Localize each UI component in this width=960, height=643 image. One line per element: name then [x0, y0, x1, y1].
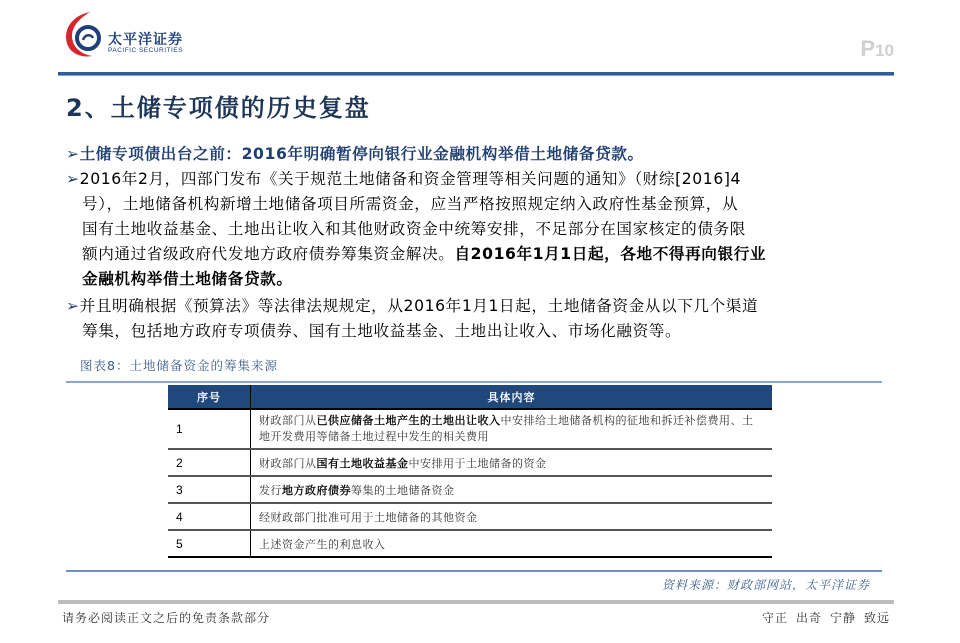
paragraph-line: 国有土地收益基金、土地出让收入和其他财政资金中统筹安排，不足部分在国家核定的债务限 — [82, 220, 746, 238]
motto-word: 致远 — [863, 611, 890, 625]
figure-bottom-rule — [66, 570, 882, 572]
row-content — [251, 503, 773, 530]
policy-paragraph — [66, 167, 866, 292]
table-row — [168, 530, 772, 557]
row-number: 3 — [168, 476, 251, 503]
page-prefix: P — [860, 36, 876, 61]
table-row — [168, 476, 772, 503]
figure-top-rule — [66, 381, 882, 383]
content-text: 经财政部门批准可用于土地储备的其他资金 — [259, 510, 478, 524]
table-row — [168, 409, 772, 449]
header-divider — [58, 72, 894, 76]
row-number: 1 — [168, 409, 251, 449]
funding-channels-paragraph — [66, 294, 866, 344]
pacific-securities-logo-icon — [60, 10, 110, 60]
logo-chinese-name: 太平洋证券 — [108, 32, 183, 48]
summary-bullet — [66, 142, 866, 167]
summary-text: 土储专项债出台之前：2016年明确暂停向银行业金融机构举借土地储备贷款。 — [79, 145, 644, 163]
company-motto — [754, 609, 890, 626]
row-content — [251, 449, 773, 476]
highlighted-text: 已供应储备土地产生的土地出让收入 — [316, 414, 501, 427]
bullet-arrow-icon: ➢ — [66, 145, 80, 163]
company-logo — [60, 10, 210, 60]
content-text: 筹集的土地储备资金 — [351, 483, 455, 497]
table-row — [168, 503, 772, 530]
emphasis-text: 自2016年1月1日起，各地不得再向银行业 — [454, 245, 767, 263]
motto-word: 宁静 — [829, 611, 856, 625]
paragraph-line: 2016年2月，四部门发布《关于规范土地储备和资金管理等相关问题的通知》（财综[2016]4 — [79, 170, 742, 188]
column-header-content: 具体内容 — [251, 385, 773, 409]
row-number: 4 — [168, 503, 251, 530]
paragraph-line: 额内通过省级政府代发地方政府债券筹集资金解决。 — [82, 245, 455, 263]
column-header-number: 序号 — [168, 385, 251, 409]
disclaimer-note: 请务必阅读正文之后的免责条款部分 — [62, 611, 271, 625]
funding-sources-table — [168, 385, 772, 558]
table-header-row — [168, 385, 772, 409]
logo-english-name: PACIFIC SECURITIES — [108, 47, 183, 54]
figure-source: 资料来源：财政部网站，太平洋证券 — [661, 578, 870, 592]
paragraph-line: 号），土地储备机构新增土地储备项目所需资金，应当严格按照规定纳入政府性基金预算，从 — [82, 195, 739, 213]
row-content — [251, 476, 773, 503]
row-content — [251, 409, 773, 449]
footer-divider — [58, 600, 894, 604]
content-text: 发行 — [259, 483, 282, 497]
paragraph-line: 并且明确根据《预算法》等法律法规规定，从2016年1月1日起，土地储备资金从以下几个渠道 — [79, 297, 759, 315]
content-text: 财政部门从 — [259, 456, 317, 470]
page-number-value: 10 — [875, 41, 894, 60]
bullet-arrow-icon: ➢ — [66, 170, 80, 188]
content-text: 中安排给土地储备机构的征地和拆迁补偿费用、土地开发费用等储备土地过程中发生的相关费用 — [259, 414, 754, 443]
highlighted-text: 国有土地收益基金 — [316, 456, 409, 470]
content-text: 财政部门从 — [259, 414, 317, 427]
section-title: 2、土储专项债的历史复盘 — [66, 94, 371, 122]
emphasis-text: 金融机构举借土地储备贷款。 — [82, 270, 293, 288]
page-number — [860, 36, 894, 62]
motto-word: 守正 — [761, 611, 788, 625]
table-row — [168, 449, 772, 476]
motto-word: 出奇 — [795, 611, 822, 625]
content-text: 上述资金产生的利息收入 — [259, 537, 386, 551]
figure-title: 图表8：土地储备资金的筹集来源 — [80, 358, 278, 373]
row-content — [251, 530, 773, 557]
paragraph-line: 筹集，包括地方政府专项债券、国有土地收益基金、土地出让收入、市场化融资等。 — [82, 322, 682, 340]
content-text: 中安排用于土地储备的资金 — [408, 456, 547, 470]
row-number: 5 — [168, 530, 251, 557]
bullet-arrow-icon: ➢ — [66, 297, 80, 315]
highlighted-text: 地方政府债券 — [282, 483, 351, 497]
row-number: 2 — [168, 449, 251, 476]
